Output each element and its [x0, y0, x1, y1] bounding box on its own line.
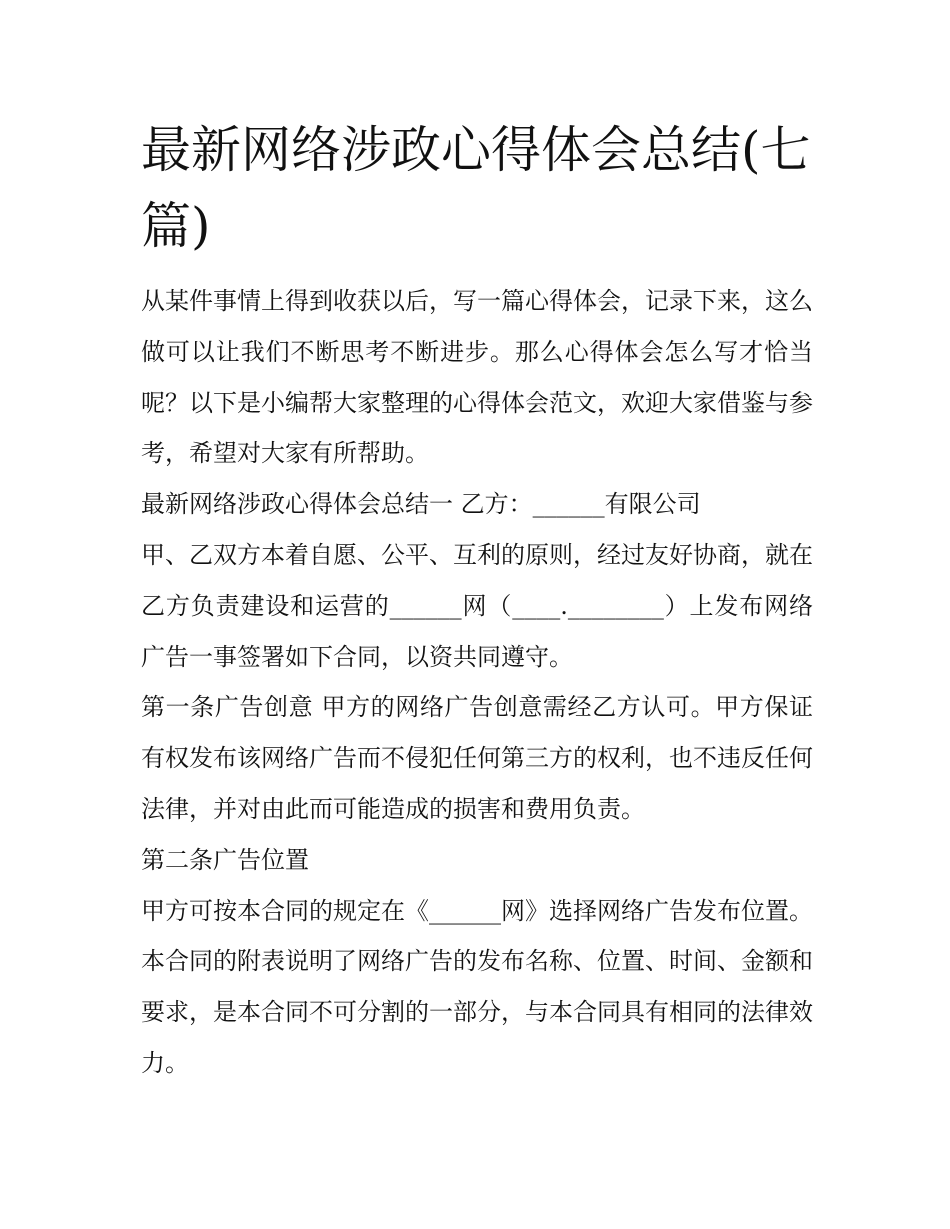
paragraph-article-one: 第一条广告创意 甲方的网络广告创意需经乙方认可。甲方保证有权发布该网络广告而不侵犯任何第三方的权利，也不违反任何法律，并对由此而可能造成的损害和费用负责。	[141, 693, 813, 823]
paragraph-article-two-heading: 第二条广告位置	[141, 845, 309, 874]
paragraph-article-two-body: 甲方可按本合同的规定在《______网》选择网络广告发布位置。本合同的附表说明了网络广告的发布名称、位置、时间、金额和要求，是本合同不可分割的一部分，与本合同具有相同的法律效力。	[141, 896, 813, 1077]
paragraph-section-one-heading: 最新网络涉政心得体会总结一 乙方：______有限公司	[141, 490, 701, 519]
document-title: 最新网络涉政心得体会总结(七篇)	[141, 121, 811, 255]
document-page	[141, 112, 813, 1089]
paragraph-agreement-principle: 甲、乙双方本着自愿、公平、互利的原则，经过友好协商，就在乙方负责建设和运营的______网（____.________）上发布网络广告一事签署如下合同，以资共同遵守。	[141, 540, 813, 671]
paragraph-intro: 从某件事情上得到收获以后，写一篇心得体会，记录下来，这么做可以让我们不断思考不断进步。那么心得体会怎么写才恰当呢？以下是小编帮大家整理的心得体会范文，欢迎大家借鉴与参考，希望对大家有所帮助。	[141, 287, 813, 468]
document-body	[141, 276, 813, 1089]
